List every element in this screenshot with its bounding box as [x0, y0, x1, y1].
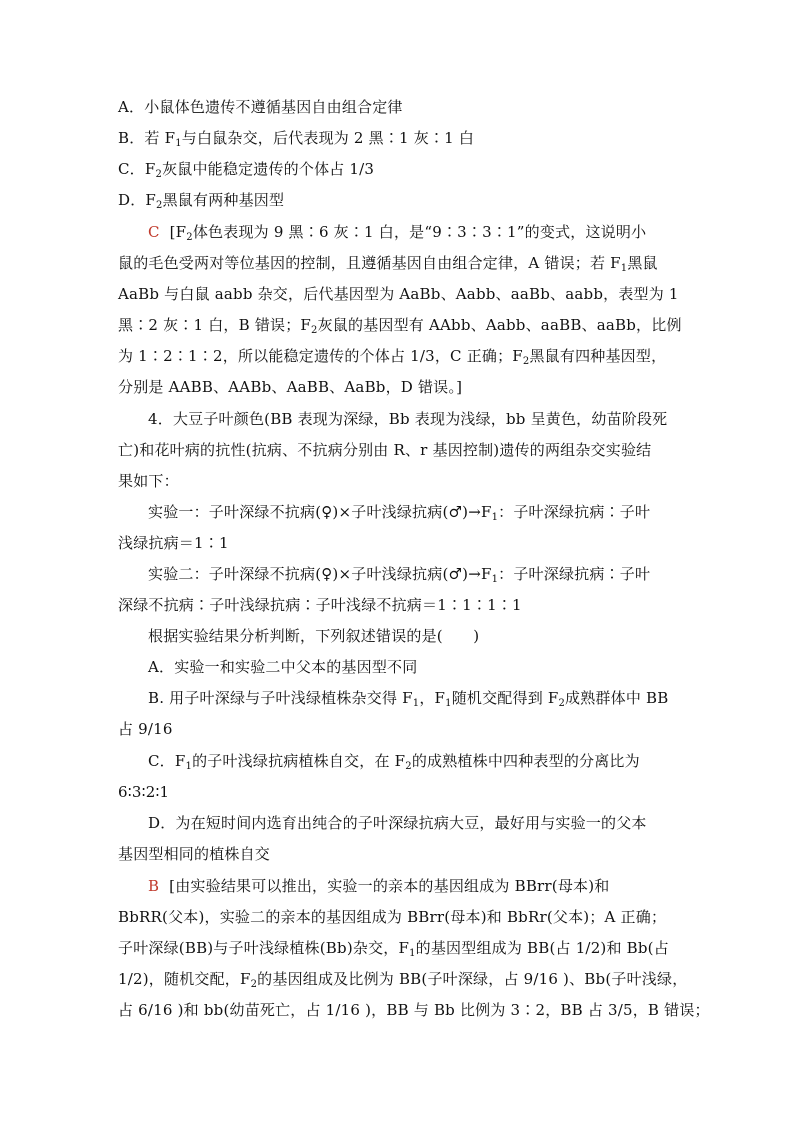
q3-option-a: A．小鼠体色遗传不遵循基因自由组合定律 — [118, 98, 403, 116]
q4-option-b: B. 用子叶深绿与子叶浅绿植株杂交得 $F_1$，$F_1$随机交配得到 $F_2$成熟群体中 BB — [148, 689, 669, 709]
q4-option-a: A．实验一和实验二中父本的基因型不同 — [148, 658, 418, 676]
q4-stem-line-2: 亡)和花叶病的抗性(抗病、不抗病分别由 R、r 基因控制)遗传的两组杂交实验结 — [118, 441, 652, 459]
q3-explanation-line-6: 分别是 AABB、AABb、AaBB、AaBb，D 错误。] — [118, 378, 463, 396]
q4-explanation-line-3: 子叶深绿(BB)与子叶浅绿植株(Bb)杂交，$F_1$的基因型组成为 BB(占 1/2)和 Bb(占 — [118, 939, 669, 959]
q4-explanation-line-4: 1/2)，随机交配，$F_2$的基因组成及比例为 BB(子叶深绿，占 9/16 )、Bb(子叶浅绿， — [118, 970, 688, 990]
q4-question: 根据实验结果分析判断，下列叙述错误的是( ) — [148, 627, 480, 645]
q3-explanation-line-1: C [$F_2$体色表现为 9 黑∶6 灰∶1 白，是“9∶3∶3∶1”的变式，这说明小 — [148, 223, 647, 243]
q4-option-c: C．$F_1$的子叶浅绿抗病植株自交，在 $F_2$的成熟植株中四种表型的分离比为 — [148, 752, 640, 772]
q4-option-d-cont: 基因型相同的植株自交 — [118, 845, 271, 863]
q4-experiment-1: 实验一：子叶深绿不抗病(♀)×子叶浅绿抗病$(♂)\to F_1$：子叶深绿抗病∶子叶 — [148, 503, 651, 523]
q4-experiment-2: 实验二：子叶深绿不抗病(♀)×子叶浅绿抗病$(♂)\to F_1$：子叶深绿抗病∶子叶 — [148, 565, 651, 585]
q3-option-c: C．$F_2$灰鼠中能稳定遗传的个体占 1/3 — [118, 160, 375, 180]
q4-explanation-line-1: B [由实验结果可以推出，实验一的亲本的基因组成为 BBrr(母本)和 — [148, 877, 610, 895]
q3-answer-letter: C — [148, 223, 160, 241]
q3-explanation-line-3: AaBb 与白鼠 aabb 杂交，后代基因型为 AaBb、Aabb、aaBb、aabb，表型为 1 — [118, 285, 679, 303]
q3-option-b: B．若 $F_1$与白鼠杂交，后代表现为 2 黑∶1 灰∶1 白 — [118, 129, 475, 149]
q4-stem-line-3: 果如下： — [118, 472, 179, 490]
q4-answer-letter: B — [148, 877, 160, 895]
q4-stem-line-1: 4．大豆子叶颜色(BB 表现为深绿，Bb 表现为浅绿，bb 呈黄色，幼苗阶段死 — [148, 410, 668, 428]
q4-option-b-cont: 占 9/16 — [118, 720, 173, 738]
q4-option-c-cont: 6∶3∶2∶1 — [118, 783, 170, 801]
q3-explanation-line-5: 为 1∶2∶1∶2，所以能稳定遗传的个体占 1/3，C 正确；$F_2$黑鼠有四种基因型， — [118, 347, 667, 367]
q3-option-d: D．$F_2$黑鼠有两种基因型 — [118, 191, 285, 211]
q4-option-d: D．为在短时间内选育出纯合的子叶深绿抗病大豆，最好用与实验一的父本 — [148, 814, 647, 832]
q3-explanation-line-4: 黑∶2 灰∶1 白，B 错误；$F_2$灰鼠的基因型有 AAbb、Aabb、aaBB、aaBb，比例 — [118, 316, 682, 336]
q3-explanation-line-2: 鼠的毛色受两对等位基因的控制，且遵循基因自由组合定律，A 错误；若 $F_1$黑鼠 — [118, 254, 658, 274]
q4-explanation-line-2: BbRR(父本)，实验二的亲本的基因组成为 BBrr(母本)和 BbRr(父本)；A 正确； — [118, 908, 667, 926]
q4-experiment-2-cont: 深绿不抗病∶子叶浅绿抗病∶子叶浅绿不抗病＝1∶1∶1∶1 — [118, 596, 522, 614]
q4-explanation-line-5: 占 6/16 )和 bb(幼苗死亡，占 1/16 )，BB 与 Bb 比例为 3∶2，BB 占 3/5，B 错误； — [118, 1001, 710, 1019]
q4-experiment-1-cont: 浅绿抗病＝1∶1 — [118, 534, 229, 552]
